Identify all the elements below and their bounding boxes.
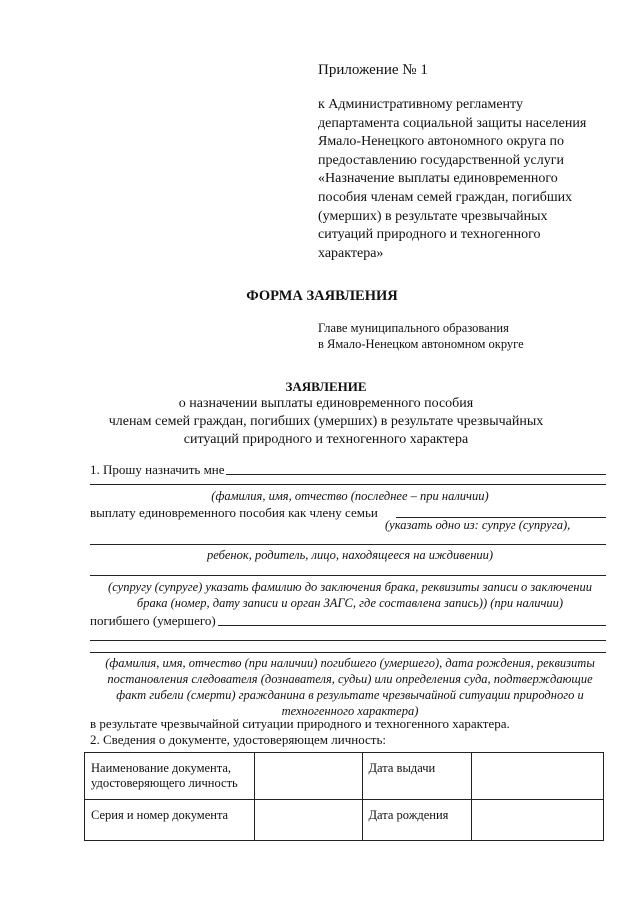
hint-deceased-line: (фамилия, имя, отчество (при наличии) погибшего (умершего), дата рождения, реквизиты bbox=[105, 656, 595, 670]
hint-deceased-line: факт гибели (смерти) гражданина в результате чрезвычайной ситуации природного и bbox=[116, 688, 584, 702]
reference-line: ситуаций природного и техногенного bbox=[318, 227, 541, 243]
form-heading: ФОРМА ЗАЯВЛЕНИЯ bbox=[246, 288, 398, 304]
p2-label: 2. Сведения о документе, удостоверяющем личность: bbox=[90, 732, 387, 747]
doc-number-value[interactable] bbox=[254, 800, 362, 841]
hint-relation: (указать одно из: супруг (супруга), bbox=[385, 518, 571, 532]
reference-line: пособия членам семей граждан, погибших bbox=[318, 189, 573, 205]
statement-title: ЗАЯВЛЕНИЕ bbox=[285, 379, 367, 394]
addressee-line: Главе муниципального образования bbox=[318, 321, 509, 335]
statement-subtitle-line: членам семей граждан, погибших (умерших) в результате чрезвычайных bbox=[108, 414, 544, 429]
deceased-field-2[interactable] bbox=[90, 640, 606, 641]
reference-line: предоставлению государственной услуги bbox=[318, 152, 564, 168]
applicant-name-field-2[interactable] bbox=[90, 484, 606, 485]
hint-fio: (фамилия, имя, отчество (последнее – при наличии) bbox=[211, 489, 489, 503]
reference-line: «Назначение выплаты единовременного bbox=[318, 171, 558, 187]
statement-subtitle-line: о назначении выплаты единовременного пособия bbox=[178, 396, 474, 411]
addressee bbox=[318, 320, 524, 352]
reference-line: (умерших) в результате чрезвычайных bbox=[318, 208, 548, 224]
identity-document-table bbox=[84, 752, 604, 841]
hint-spouse-1: (супругу (супруге) указать фамилию до заключения брака, реквизиты записи о заключении bbox=[108, 580, 592, 594]
appendix-title: Приложение № 1 bbox=[318, 62, 428, 78]
birth-date-label: Дата рождения bbox=[362, 800, 472, 841]
table-row bbox=[85, 753, 604, 800]
statement-subtitle-line: ситуаций природного и техногенного характера bbox=[183, 432, 469, 447]
reference-line: Ямало-Ненецкого автономного округа по bbox=[318, 134, 565, 150]
spouse-field[interactable] bbox=[90, 575, 606, 576]
hint-spouse-2: брака (номер, дату записи и орган ЗАГС, где составлена запись)) (при наличии) bbox=[136, 596, 564, 610]
payment-label: выплату единовременного пособия как члену семьи bbox=[90, 505, 378, 520]
reference-line: департамента социальной защиты населения bbox=[318, 115, 587, 131]
hint-deceased-line: техногенного характера) bbox=[281, 704, 419, 718]
issue-date-value[interactable] bbox=[472, 753, 604, 800]
hint-relation-2: ребенок, родитель, лицо, находящееся на иждивении) bbox=[206, 548, 494, 562]
applicant-name-field[interactable] bbox=[226, 474, 606, 475]
reference-line: характера» bbox=[318, 245, 384, 261]
hint-deceased-line: постановления следователя (дознавателя, судьи) или определения суда, подтверждающие bbox=[107, 672, 593, 686]
birth-date-value[interactable] bbox=[472, 800, 604, 841]
result-line: в результате чрезвычайной ситуации природного и техногенного характера. bbox=[90, 716, 510, 731]
addressee-line: в Ямало-Ненецком автономном округе bbox=[318, 337, 524, 351]
appendix-reference bbox=[318, 96, 586, 263]
p1-label: 1. Прошу назначить мне bbox=[90, 462, 225, 477]
deceased-field[interactable] bbox=[218, 625, 606, 626]
table-row bbox=[85, 800, 604, 841]
deceased-label: погибшего (умершего) bbox=[90, 613, 216, 628]
deceased-field-3[interactable] bbox=[90, 652, 606, 653]
doc-name-value[interactable] bbox=[254, 753, 362, 800]
relation-field-2[interactable] bbox=[90, 544, 606, 545]
doc-name-label: Наименование документа, удостоверяющего личность bbox=[85, 753, 255, 800]
doc-number-label: Серия и номер документа bbox=[85, 800, 255, 841]
reference-line: к Административному регламенту bbox=[318, 97, 523, 112]
issue-date-label: Дата выдачи bbox=[362, 753, 472, 800]
